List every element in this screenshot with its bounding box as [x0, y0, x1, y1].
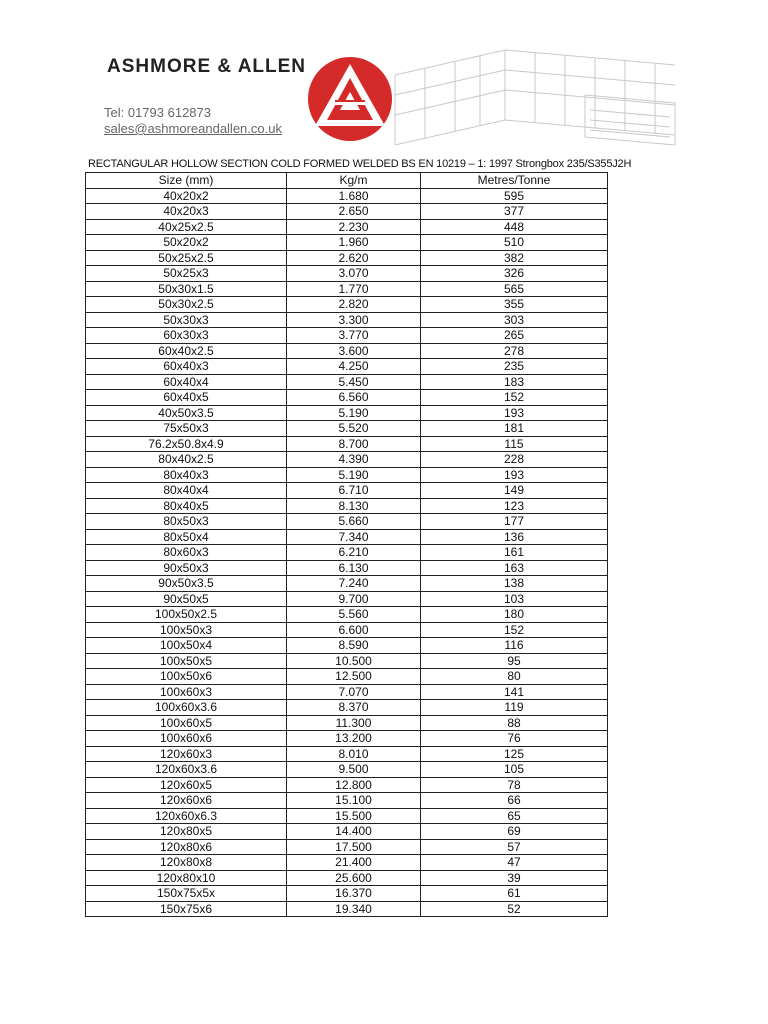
cell-kgm: 2.650 — [287, 204, 421, 220]
cell-size: 100x50x4 — [86, 638, 287, 654]
table-row — [86, 405, 608, 421]
cell-size: 60x40x3 — [86, 359, 287, 375]
cell-metres-tonne: 116 — [421, 638, 608, 654]
cell-kgm: 1.770 — [287, 281, 421, 297]
cell-kgm: 25.600 — [287, 870, 421, 886]
cell-size: 120x80x6 — [86, 839, 287, 855]
table-row — [86, 901, 608, 917]
table-row — [86, 870, 608, 886]
header-kgm: Kg/m — [287, 173, 421, 189]
cell-size: 150x75x5x — [86, 886, 287, 902]
table-row — [86, 777, 608, 793]
table-row — [86, 343, 608, 359]
cell-metres-tonne: 136 — [421, 529, 608, 545]
cell-size: 100x50x5 — [86, 653, 287, 669]
cell-kgm: 14.400 — [287, 824, 421, 840]
cell-size: 60x30x3 — [86, 328, 287, 344]
table-row — [86, 576, 608, 592]
cell-size: 100x60x3 — [86, 684, 287, 700]
table-row — [86, 297, 608, 313]
cell-size: 76.2x50.8x4.9 — [86, 436, 287, 452]
table-body — [86, 188, 608, 917]
cell-kgm: 5.190 — [287, 405, 421, 421]
cell-size: 40x20x2 — [86, 188, 287, 204]
steel-frame-illustration — [385, 35, 685, 155]
table-row — [86, 421, 608, 437]
cell-metres-tonne: 149 — [421, 483, 608, 499]
cell-size: 100x50x3 — [86, 622, 287, 638]
cell-size: 50x30x3 — [86, 312, 287, 328]
cell-metres-tonne: 119 — [421, 700, 608, 716]
table-row — [86, 560, 608, 576]
cell-size: 100x50x6 — [86, 669, 287, 685]
cell-kgm: 4.390 — [287, 452, 421, 468]
cell-kgm: 19.340 — [287, 901, 421, 917]
table-row — [86, 793, 608, 809]
cell-metres-tonne: 163 — [421, 560, 608, 576]
table-header-row — [86, 173, 608, 189]
cell-metres-tonne: 88 — [421, 715, 608, 731]
letterhead — [0, 0, 768, 150]
cell-kgm: 7.340 — [287, 529, 421, 545]
table-row — [86, 653, 608, 669]
cell-kgm: 7.070 — [287, 684, 421, 700]
cell-size: 100x60x5 — [86, 715, 287, 731]
cell-metres-tonne: 47 — [421, 855, 608, 871]
cell-metres-tonne: 565 — [421, 281, 608, 297]
cell-metres-tonne: 595 — [421, 188, 608, 204]
cell-kgm: 16.370 — [287, 886, 421, 902]
cell-kgm: 5.450 — [287, 374, 421, 390]
cell-size: 120x80x8 — [86, 855, 287, 871]
cell-metres-tonne: 69 — [421, 824, 608, 840]
cell-kgm: 2.620 — [287, 250, 421, 266]
table-row — [86, 607, 608, 623]
table-row — [86, 498, 608, 514]
cell-size: 50x30x2.5 — [86, 297, 287, 313]
table-row — [86, 808, 608, 824]
cell-size: 50x25x2.5 — [86, 250, 287, 266]
cell-metres-tonne: 52 — [421, 901, 608, 917]
email-link[interactable]: sales@ashmoreandallen.co.uk — [104, 121, 282, 136]
table-row — [86, 452, 608, 468]
cell-metres-tonne: 183 — [421, 374, 608, 390]
cell-kgm: 5.520 — [287, 421, 421, 437]
table-row — [86, 700, 608, 716]
table-row — [86, 669, 608, 685]
cell-kgm: 5.560 — [287, 607, 421, 623]
cell-metres-tonne: 61 — [421, 886, 608, 902]
cell-kgm: 3.600 — [287, 343, 421, 359]
cell-metres-tonne: 180 — [421, 607, 608, 623]
cell-kgm: 5.190 — [287, 467, 421, 483]
contact-details — [104, 105, 282, 137]
cell-kgm: 5.660 — [287, 514, 421, 530]
cell-size: 80x40x5 — [86, 498, 287, 514]
table-row — [86, 824, 608, 840]
cell-metres-tonne: 65 — [421, 808, 608, 824]
cell-size: 50x25x3 — [86, 266, 287, 282]
cell-kgm: 17.500 — [287, 839, 421, 855]
cell-kgm: 9.500 — [287, 762, 421, 778]
table-row — [86, 204, 608, 220]
table-row — [86, 235, 608, 251]
table-row — [86, 731, 608, 747]
cell-metres-tonne: 57 — [421, 839, 608, 855]
cell-size: 80x60x3 — [86, 545, 287, 561]
cell-kgm: 15.100 — [287, 793, 421, 809]
cell-size: 120x80x10 — [86, 870, 287, 886]
cell-size: 100x60x3.6 — [86, 700, 287, 716]
table-row — [86, 622, 608, 638]
cell-kgm: 21.400 — [287, 855, 421, 871]
cell-metres-tonne: 138 — [421, 576, 608, 592]
cell-kgm: 3.770 — [287, 328, 421, 344]
cell-metres-tonne: 76 — [421, 731, 608, 747]
cell-kgm: 12.500 — [287, 669, 421, 685]
cell-kgm: 10.500 — [287, 653, 421, 669]
table-row — [86, 839, 608, 855]
cell-size: 60x40x5 — [86, 390, 287, 406]
cell-size: 100x50x2.5 — [86, 607, 287, 623]
cell-kgm: 2.230 — [287, 219, 421, 235]
cell-metres-tonne: 39 — [421, 870, 608, 886]
cell-metres-tonne: 448 — [421, 219, 608, 235]
cell-metres-tonne: 95 — [421, 653, 608, 669]
table-row — [86, 312, 608, 328]
cell-metres-tonne: 152 — [421, 622, 608, 638]
phone-number: Tel: 01793 612873 — [104, 105, 211, 120]
table-row — [86, 359, 608, 375]
cell-kgm: 3.070 — [287, 266, 421, 282]
document-title: RECTANGULAR HOLLOW SECTION COLD FORMED WELDED BS EN 10219 – 1: 1997 Strongbox 235/S355J2H — [88, 158, 632, 170]
cell-kgm: 6.560 — [287, 390, 421, 406]
cell-size: 90x50x3.5 — [86, 576, 287, 592]
cell-kgm: 8.370 — [287, 700, 421, 716]
cell-size: 60x40x4 — [86, 374, 287, 390]
cell-metres-tonne: 80 — [421, 669, 608, 685]
cell-kgm: 6.600 — [287, 622, 421, 638]
table-row — [86, 529, 608, 545]
cell-size: 90x50x3 — [86, 560, 287, 576]
table-row — [86, 436, 608, 452]
cell-metres-tonne: 355 — [421, 297, 608, 313]
cell-size: 100x60x6 — [86, 731, 287, 747]
cell-size: 40x20x3 — [86, 204, 287, 220]
table-row — [86, 684, 608, 700]
cell-size: 120x60x5 — [86, 777, 287, 793]
table-row — [86, 545, 608, 561]
cell-size: 80x40x3 — [86, 467, 287, 483]
table-row — [86, 591, 608, 607]
cell-size: 120x60x3.6 — [86, 762, 287, 778]
cell-size: 90x50x5 — [86, 591, 287, 607]
cell-metres-tonne: 278 — [421, 343, 608, 359]
cell-metres-tonne: 141 — [421, 684, 608, 700]
table-row — [86, 715, 608, 731]
cell-size: 80x50x4 — [86, 529, 287, 545]
cell-metres-tonne: 105 — [421, 762, 608, 778]
table-row — [86, 188, 608, 204]
cell-metres-tonne: 181 — [421, 421, 608, 437]
cell-size: 120x60x3 — [86, 746, 287, 762]
header-size: Size (mm) — [86, 173, 287, 189]
cell-metres-tonne: 377 — [421, 204, 608, 220]
table-row — [86, 374, 608, 390]
table-row — [86, 762, 608, 778]
cell-kgm: 7.240 — [287, 576, 421, 592]
table-row — [86, 250, 608, 266]
cell-metres-tonne: 66 — [421, 793, 608, 809]
table-row — [86, 467, 608, 483]
cell-size: 150x75x6 — [86, 901, 287, 917]
table-row — [86, 638, 608, 654]
table-row — [86, 266, 608, 282]
cell-size: 120x60x6 — [86, 793, 287, 809]
company-name: ASHMORE & ALLEN — [107, 56, 307, 77]
specification-table — [85, 172, 608, 917]
cell-kgm: 8.700 — [287, 436, 421, 452]
cell-metres-tonne: 177 — [421, 514, 608, 530]
cell-metres-tonne: 303 — [421, 312, 608, 328]
company-logo — [305, 54, 395, 144]
cell-kgm: 9.700 — [287, 591, 421, 607]
cell-kgm: 8.010 — [287, 746, 421, 762]
cell-kgm: 3.300 — [287, 312, 421, 328]
table-row — [86, 219, 608, 235]
cell-size: 50x20x2 — [86, 235, 287, 251]
cell-kgm: 6.130 — [287, 560, 421, 576]
table-row — [86, 328, 608, 344]
cell-size: 80x50x3 — [86, 514, 287, 530]
header-metres-tonne: Metres/Tonne — [421, 173, 608, 189]
cell-kgm: 2.820 — [287, 297, 421, 313]
cell-metres-tonne: 193 — [421, 405, 608, 421]
cell-metres-tonne: 382 — [421, 250, 608, 266]
cell-metres-tonne: 228 — [421, 452, 608, 468]
cell-metres-tonne: 103 — [421, 591, 608, 607]
cell-metres-tonne: 78 — [421, 777, 608, 793]
cell-size: 75x50x3 — [86, 421, 287, 437]
cell-size: 80x40x4 — [86, 483, 287, 499]
cell-kgm: 6.710 — [287, 483, 421, 499]
table-row — [86, 746, 608, 762]
cell-metres-tonne: 265 — [421, 328, 608, 344]
cell-kgm: 8.590 — [287, 638, 421, 654]
cell-kgm: 1.960 — [287, 235, 421, 251]
cell-kgm: 11.300 — [287, 715, 421, 731]
cell-kgm: 6.210 — [287, 545, 421, 561]
cell-kgm: 13.200 — [287, 731, 421, 747]
cell-size: 40x50x3.5 — [86, 405, 287, 421]
cell-metres-tonne: 123 — [421, 498, 608, 514]
cell-metres-tonne: 125 — [421, 746, 608, 762]
cell-metres-tonne: 235 — [421, 359, 608, 375]
table-row — [86, 886, 608, 902]
cell-size: 80x40x2.5 — [86, 452, 287, 468]
cell-metres-tonne: 115 — [421, 436, 608, 452]
cell-size: 60x40x2.5 — [86, 343, 287, 359]
cell-size: 50x30x1.5 — [86, 281, 287, 297]
cell-kgm: 4.250 — [287, 359, 421, 375]
cell-size: 120x80x5 — [86, 824, 287, 840]
cell-kgm: 1.680 — [287, 188, 421, 204]
table-row — [86, 483, 608, 499]
cell-metres-tonne: 193 — [421, 467, 608, 483]
cell-kgm: 8.130 — [287, 498, 421, 514]
table-row — [86, 390, 608, 406]
cell-metres-tonne: 326 — [421, 266, 608, 282]
table-row — [86, 281, 608, 297]
cell-size: 40x25x2.5 — [86, 219, 287, 235]
table-row — [86, 855, 608, 871]
cell-metres-tonne: 152 — [421, 390, 608, 406]
cell-metres-tonne: 510 — [421, 235, 608, 251]
cell-size: 120x60x6.3 — [86, 808, 287, 824]
cell-kgm: 12.800 — [287, 777, 421, 793]
table-row — [86, 514, 608, 530]
cell-metres-tonne: 161 — [421, 545, 608, 561]
cell-kgm: 15.500 — [287, 808, 421, 824]
